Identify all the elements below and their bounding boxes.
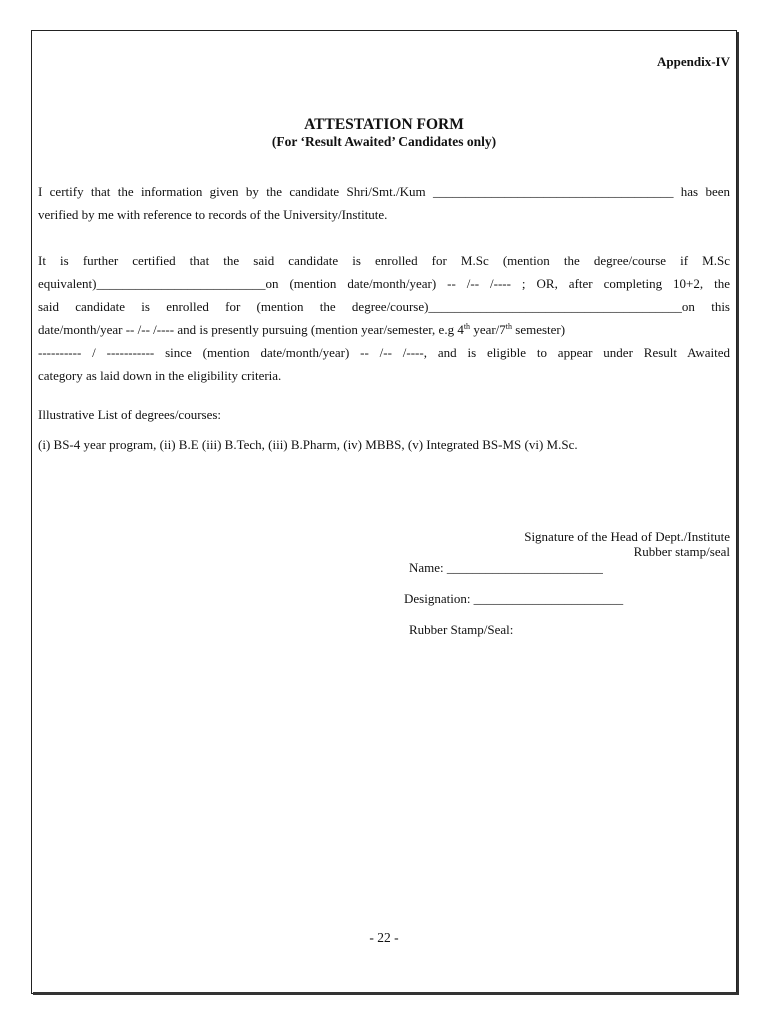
illustrative-list: (i) BS-4 year program, (ii) B.E (iii) B.Tech, (iii) B.Pharm, (iv) MBBS, (v) Integrated BS-MS (vi) M.Sc. — [38, 437, 578, 452]
rubber-stamp-label: Rubber stamp/seal — [633, 544, 730, 559]
signature-block — [524, 529, 730, 559]
name-field: Name: ________________________ — [409, 560, 603, 575]
further-line-6: category as laid down in the eligibility criteria. — [38, 368, 282, 383]
certify-line-2: verified by me with reference to records of the University/Institute. — [38, 207, 388, 222]
form-title: ATTESTATION FORM — [304, 116, 464, 133]
further-line-3: said candidate is enrolled for (mention the degree/course)_______________________________________on this — [38, 299, 730, 314]
page-border-shadow-right — [737, 32, 739, 995]
illustrative-heading: Illustrative List of degrees/courses: — [38, 407, 222, 422]
page-border-shadow-bottom — [33, 992, 739, 995]
further-line-5: ---------- / ----------- since (mention date/month/year) -- /-- /----, and is eligible to appear under Result Awaited — [38, 345, 730, 360]
page-border — [31, 30, 737, 994]
certify-line-1: I certify that the information given by the candidate Shri/Smt./Kum _____________________________________ has been — [38, 184, 730, 199]
signature-line: Signature of the Head of Dept./Institute — [524, 529, 730, 544]
stamp-seal-field: Rubber Stamp/Seal: — [409, 622, 514, 637]
further-line-1: It is further certified that the said candidate is enrolled for M.Sc (mention the degree/course if M.Sc — [38, 253, 730, 268]
further-line-2: equivalent)__________________________on (mention date/month/year) -- /-- /---- ; OR, after completing 10+2, the — [38, 276, 730, 291]
designation-field: Designation: _______________________ — [404, 591, 624, 606]
certify-paragraph — [38, 180, 730, 226]
further-paragraph — [38, 249, 730, 387]
page-number: - 22 - — [369, 930, 399, 945]
appendix-label: Appendix-IV — [657, 54, 730, 69]
form-subtitle: (For ‘Result Awaited’ Candidates only) — [271, 134, 497, 149]
further-line-4: date/month/year -- /-- /---- and is presently pursuing (mention year/semester, e.g 4th year/7th semester) — [38, 322, 566, 337]
